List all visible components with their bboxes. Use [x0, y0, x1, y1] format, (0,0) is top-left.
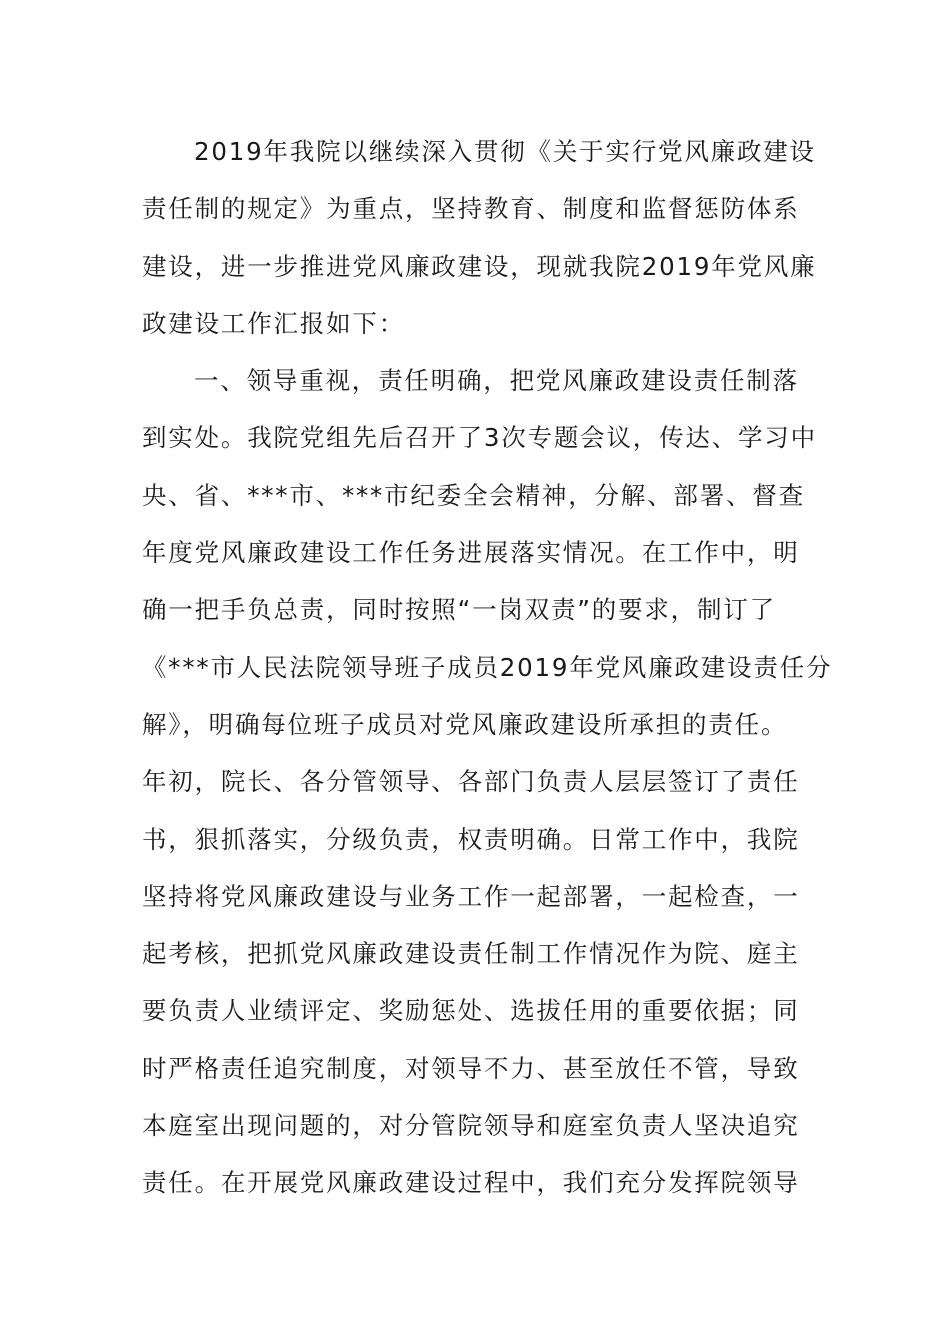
text-line: 书，狠抓落实，分级负责，权责明确。日常工作中，我院	[142, 824, 800, 854]
text-line: 年度党风廉政建设工作任务进展落实情况。在工作中，明	[142, 538, 800, 568]
text-line: 解》，明确每位班子成员对党风廉政建设所承担的责任。	[142, 709, 788, 739]
text-line: 起考核，把抓党风廉政建设责任制工作情况作为院、庭主	[142, 939, 800, 969]
text-line: 2019年我院以继续深入贯彻《关于实行党风廉政建设	[194, 137, 816, 166]
text-line: 本庭室出现问题的，对分管院领导和庭室负责人坚决追究	[142, 1111, 800, 1141]
text-line: 确一把手负总责，同时按照“一岗双责”的要求，制订了	[142, 595, 776, 625]
document-body	[142, 123, 833, 1212]
text-line: 坚持将党风廉政建设与业务工作一起部署，一起检查，一	[142, 881, 800, 911]
text-line: 建设，进一步推进党风廉政建设，现就我院2019年党风廉	[142, 251, 817, 281]
text-line: 责任。在开展党风廉政建设过程中，我们充分发挥院领导	[142, 1168, 800, 1198]
paragraph-intro	[142, 123, 822, 352]
text-line: 《***市人民法院领导班子成员2019年党风廉政建设责任分	[142, 652, 833, 682]
text-line: 年初，院长、各分管领导、各部门负责人层层签订了责任	[142, 767, 800, 797]
text-line: 一、领导重视，责任明确，把党风廉政建设责任制落	[194, 366, 799, 396]
text-line: 央、省、***市、***市纪委全会精神，分解、部署、督查	[142, 480, 805, 510]
text-line: 时严格责任追究制度，对领导不力、甚至放任不管，导致	[142, 1053, 800, 1083]
text-line: 到实处。我院党组先后召开了3次专题会议，传达、学习中	[142, 423, 817, 453]
text-line: 要负责人业绩评定、奖励惩处、选拔任用的重要依据；同	[142, 996, 800, 1026]
text-line: 政建设工作汇报如下：	[142, 308, 405, 338]
paragraph-section-1	[142, 352, 833, 1211]
text-line: 责任制的规定》为重点，坚持教育、制度和监督惩防体系	[142, 194, 800, 224]
